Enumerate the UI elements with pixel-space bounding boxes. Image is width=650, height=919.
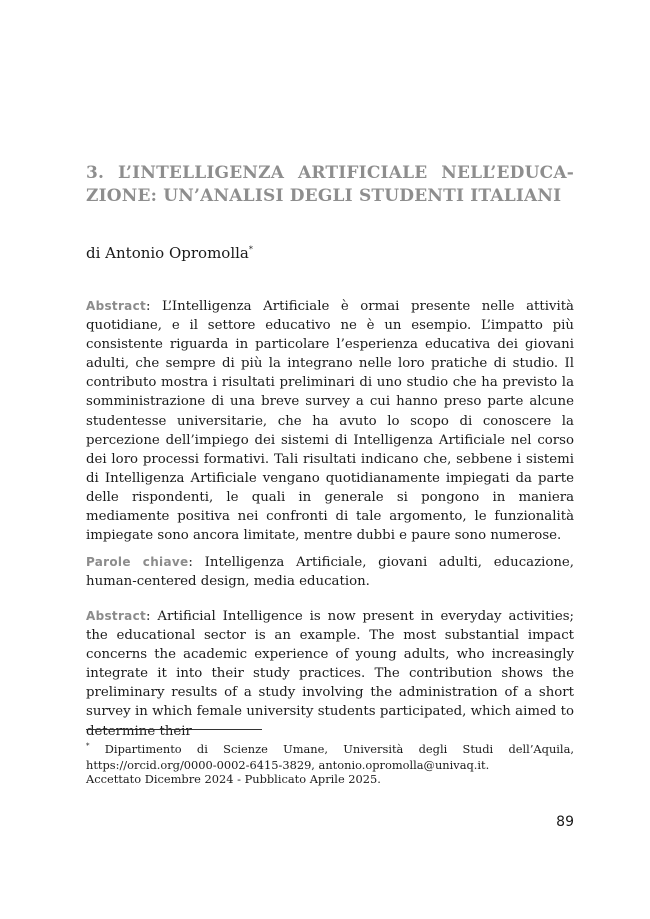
keywords-text: : Intelligenza Artificiale, giovani adulti, educazione, human-centered design, media education. [86, 555, 574, 590]
footnote-text: Dipartimento di Scienze Umane, Università degli Studi dell’Aquila, https://orcid.org/0000-0002-6415-3829, antonio.opromolla@univaq.it. [86, 741, 574, 772]
author-line [86, 240, 253, 263]
abstract-italian-text: : L’Intelligenza Artificiale è ormai presente nelle attività quotidiane, e il settore educativo ne è un esempio. L’impatto più consistente riguarda in particolare l’esperienza educativa dei giovani adulti, che sempre di più la integrano nelle loro pratiche di studio. Il contributo mostra i risultati preliminari di uno studio che ha previsto la somministrazione di una breve survey a cui hanno preso parte alcune studentesse universitarie, che ha avuto lo scopo di conoscere la percezione dell’impiego dei sistemi di Intelligenza Artificiale nel corso dei loro processi formativi. Tali risultati indicano che, sebbene i sistemi di Intelligenza Artificiale vengano quotidianamente impiegati da parte delle rispondenti, le quali in generale si pongono in maniera mediamente positiva nei confronti di tale argomento, le funzionalità impiegate sono ancora limitate, mentre dubbi e paure sono numerose. [86, 299, 574, 544]
abstract-english [86, 607, 574, 741]
keywords [86, 553, 574, 591]
page-number: 89 [556, 814, 574, 830]
footnote [86, 738, 574, 773]
author-name: di Antonio Opromolla [86, 244, 249, 262]
publication-dates: Accettato Dicembre 2024 - Pubblicato Aprile 2025. [86, 772, 381, 786]
abstract-english-text: : Artificial Intelligence is now present in everyday activities; the educational sector is an example. The most substantial impact concerns the academic experience of young adults, who increasingly integrate it into their study practices. The contribution shows the preliminary results of a study involving the administration of a short survey in which female university students participated, which aimed to determine their [86, 609, 574, 739]
chapter-title: 3. L’INTELLIGENZA ARTIFICIALE NELL’EDUCA-ZIONE: UN’ANALISI DEGLI STUDENTI ITALIANI [86, 163, 574, 206]
abstract-italian [86, 297, 574, 545]
abstract-italian-label: Abstract [86, 299, 147, 313]
footnote-mark: * [86, 742, 90, 750]
abstract-english-label: Abstract [86, 609, 147, 623]
author-footnote-mark: * [248, 245, 253, 254]
keywords-label: Parole chiave [86, 555, 189, 569]
footnote-divider [86, 729, 262, 730]
